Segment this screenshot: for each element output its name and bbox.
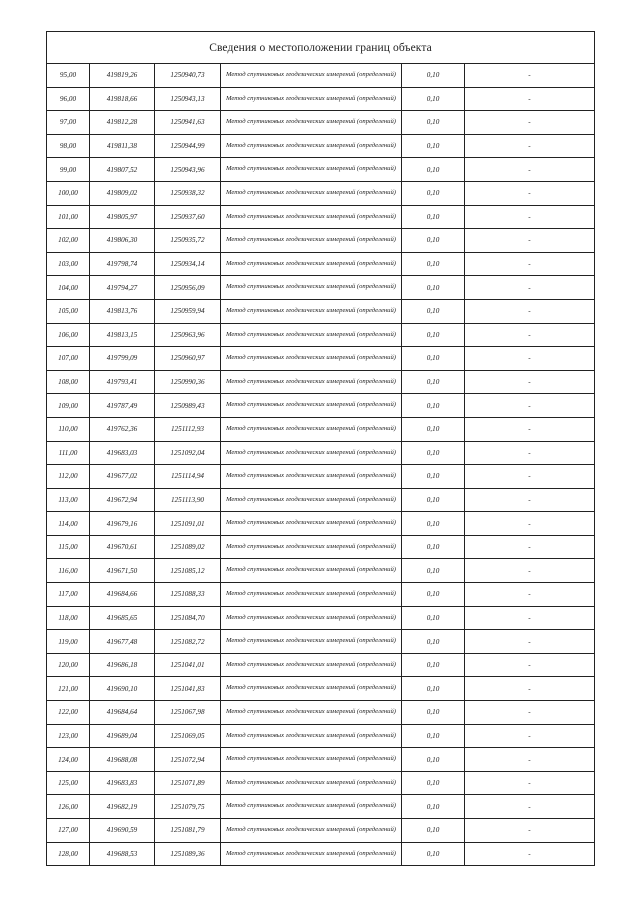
- point-number-cell: 99,00: [47, 158, 90, 182]
- point-number-cell: 114,00: [47, 512, 90, 536]
- method-cell: Метод спутниковых геодезических измерений (определений): [221, 606, 402, 630]
- point-number-cell: 112,00: [47, 465, 90, 489]
- coord-x-cell: 419811,38: [90, 134, 155, 158]
- coord-x-cell: 419806,30: [90, 229, 155, 253]
- table-row: [47, 347, 595, 371]
- method-cell: Метод спутниковых геодезических измерений (определений): [221, 842, 402, 866]
- coord-x-cell: 419688,53: [90, 842, 155, 866]
- coord-x-cell: 419677,02: [90, 465, 155, 489]
- coord-y-cell: 1250940,73: [155, 64, 221, 88]
- table-row: [47, 205, 595, 229]
- description-cell: -: [465, 842, 595, 866]
- method-cell: Метод спутниковых геодезических измерений (определений): [221, 158, 402, 182]
- table-row: [47, 559, 595, 583]
- coord-x-cell: 419677,48: [90, 630, 155, 654]
- description-cell: -: [465, 370, 595, 394]
- point-number-cell: 115,00: [47, 535, 90, 559]
- table-title-row: [47, 32, 595, 64]
- method-cell: Метод спутниковых геодезических измерений (определений): [221, 276, 402, 300]
- table-row: [47, 606, 595, 630]
- table-row: [47, 748, 595, 772]
- description-cell: -: [465, 465, 595, 489]
- accuracy-cell: 0,10: [402, 488, 465, 512]
- coord-x-cell: 419690,59: [90, 819, 155, 843]
- table-row: [47, 771, 595, 795]
- accuracy-cell: 0,10: [402, 181, 465, 205]
- table-row: [47, 842, 595, 866]
- point-number-cell: 116,00: [47, 559, 90, 583]
- coord-x-cell: 419793,41: [90, 370, 155, 394]
- method-cell: Метод спутниковых геодезических измерений (определений): [221, 134, 402, 158]
- point-number-cell: 103,00: [47, 252, 90, 276]
- table-body: [47, 64, 595, 866]
- coord-y-cell: 1250990,36: [155, 370, 221, 394]
- accuracy-cell: 0,10: [402, 229, 465, 253]
- description-cell: -: [465, 653, 595, 677]
- table-row: [47, 370, 595, 394]
- coord-y-cell: 1250935,72: [155, 229, 221, 253]
- accuracy-cell: 0,10: [402, 512, 465, 536]
- table-row: [47, 64, 595, 88]
- method-cell: Метод спутниковых геодезических измерений (определений): [221, 583, 402, 607]
- description-cell: -: [465, 583, 595, 607]
- boundary-info-sheet: [46, 31, 594, 866]
- accuracy-cell: 0,10: [402, 465, 465, 489]
- table-row: [47, 394, 595, 418]
- point-number-cell: 118,00: [47, 606, 90, 630]
- accuracy-cell: 0,10: [402, 394, 465, 418]
- coord-x-cell: 419799,09: [90, 347, 155, 371]
- coord-y-cell: 1250943,96: [155, 158, 221, 182]
- description-cell: -: [465, 748, 595, 772]
- description-cell: -: [465, 111, 595, 135]
- method-cell: Метод спутниковых геодезических измерений (определений): [221, 535, 402, 559]
- point-number-cell: 128,00: [47, 842, 90, 866]
- coord-y-cell: 1251113,90: [155, 488, 221, 512]
- point-number-cell: 108,00: [47, 370, 90, 394]
- coord-y-cell: 1251112,93: [155, 417, 221, 441]
- point-number-cell: 110,00: [47, 417, 90, 441]
- point-number-cell: 113,00: [47, 488, 90, 512]
- table-row: [47, 488, 595, 512]
- coord-x-cell: 419819,26: [90, 64, 155, 88]
- coord-x-cell: 419794,27: [90, 276, 155, 300]
- point-number-cell: 119,00: [47, 630, 90, 654]
- coord-y-cell: 1251092,04: [155, 441, 221, 465]
- method-cell: Метод спутниковых геодезических измерений (определений): [221, 299, 402, 323]
- point-number-cell: 98,00: [47, 134, 90, 158]
- table-row: [47, 653, 595, 677]
- accuracy-cell: 0,10: [402, 441, 465, 465]
- accuracy-cell: 0,10: [402, 158, 465, 182]
- method-cell: Метод спутниковых геодезических измерений (определений): [221, 771, 402, 795]
- point-number-cell: 100,00: [47, 181, 90, 205]
- description-cell: -: [465, 677, 595, 701]
- coord-x-cell: 419686,18: [90, 653, 155, 677]
- method-cell: Метод спутниковых геодезических измерений (определений): [221, 394, 402, 418]
- accuracy-cell: 0,10: [402, 276, 465, 300]
- description-cell: -: [465, 441, 595, 465]
- method-cell: Метод спутниковых геодезических измерений (определений): [221, 87, 402, 111]
- coord-x-cell: 419818,66: [90, 87, 155, 111]
- description-cell: -: [465, 771, 595, 795]
- coord-y-cell: 1251069,05: [155, 724, 221, 748]
- point-number-cell: 104,00: [47, 276, 90, 300]
- accuracy-cell: 0,10: [402, 653, 465, 677]
- accuracy-cell: 0,10: [402, 252, 465, 276]
- coord-x-cell: 419813,15: [90, 323, 155, 347]
- point-number-cell: 123,00: [47, 724, 90, 748]
- table-row: [47, 181, 595, 205]
- accuracy-cell: 0,10: [402, 417, 465, 441]
- table-row: [47, 252, 595, 276]
- accuracy-cell: 0,10: [402, 559, 465, 583]
- description-cell: -: [465, 181, 595, 205]
- coord-x-cell: 419812,28: [90, 111, 155, 135]
- method-cell: Метод спутниковых геодезических измерений (определений): [221, 347, 402, 371]
- accuracy-cell: 0,10: [402, 701, 465, 725]
- coord-y-cell: 1251041,01: [155, 653, 221, 677]
- coord-x-cell: 419787,49: [90, 394, 155, 418]
- coord-y-cell: 1250944,99: [155, 134, 221, 158]
- coord-x-cell: 419809,02: [90, 181, 155, 205]
- description-cell: -: [465, 488, 595, 512]
- coord-y-cell: 1251081,79: [155, 819, 221, 843]
- coord-y-cell: 1251071,89: [155, 771, 221, 795]
- coord-y-cell: 1250938,32: [155, 181, 221, 205]
- table-row: [47, 87, 595, 111]
- method-cell: Метод спутниковых геодезических измерений (определений): [221, 417, 402, 441]
- point-number-cell: 109,00: [47, 394, 90, 418]
- description-cell: -: [465, 347, 595, 371]
- coord-y-cell: 1251091,01: [155, 512, 221, 536]
- accuracy-cell: 0,10: [402, 323, 465, 347]
- accuracy-cell: 0,10: [402, 677, 465, 701]
- coord-y-cell: 1251088,33: [155, 583, 221, 607]
- coord-y-cell: 1250956,09: [155, 276, 221, 300]
- table-row: [47, 158, 595, 182]
- coord-y-cell: 1250941,63: [155, 111, 221, 135]
- method-cell: Метод спутниковых геодезических измерений (определений): [221, 229, 402, 253]
- point-number-cell: 117,00: [47, 583, 90, 607]
- accuracy-cell: 0,10: [402, 299, 465, 323]
- coord-x-cell: 419690,10: [90, 677, 155, 701]
- method-cell: Метод спутниковых геодезических измерений (определений): [221, 748, 402, 772]
- description-cell: -: [465, 158, 595, 182]
- accuracy-cell: 0,10: [402, 205, 465, 229]
- table-row: [47, 677, 595, 701]
- description-cell: -: [465, 205, 595, 229]
- accuracy-cell: 0,10: [402, 111, 465, 135]
- point-number-cell: 101,00: [47, 205, 90, 229]
- method-cell: Метод спутниковых геодезических измерений (определений): [221, 205, 402, 229]
- table-row: [47, 229, 595, 253]
- point-number-cell: 125,00: [47, 771, 90, 795]
- description-cell: -: [465, 252, 595, 276]
- method-cell: Метод спутниковых геодезических измерений (определений): [221, 488, 402, 512]
- coord-x-cell: 419688,08: [90, 748, 155, 772]
- coord-x-cell: 419762,36: [90, 417, 155, 441]
- description-cell: -: [465, 134, 595, 158]
- table-row: [47, 276, 595, 300]
- coord-x-cell: 419813,76: [90, 299, 155, 323]
- accuracy-cell: 0,10: [402, 134, 465, 158]
- point-number-cell: 122,00: [47, 701, 90, 725]
- point-number-cell: 126,00: [47, 795, 90, 819]
- method-cell: Метод спутниковых геодезических измерений (определений): [221, 465, 402, 489]
- description-cell: -: [465, 323, 595, 347]
- accuracy-cell: 0,10: [402, 724, 465, 748]
- accuracy-cell: 0,10: [402, 370, 465, 394]
- description-cell: -: [465, 64, 595, 88]
- description-cell: -: [465, 724, 595, 748]
- coord-x-cell: 419684,64: [90, 701, 155, 725]
- accuracy-cell: 0,10: [402, 64, 465, 88]
- coord-x-cell: 419679,16: [90, 512, 155, 536]
- coord-x-cell: 419805,97: [90, 205, 155, 229]
- coord-y-cell: 1250963,96: [155, 323, 221, 347]
- accuracy-cell: 0,10: [402, 819, 465, 843]
- description-cell: -: [465, 535, 595, 559]
- method-cell: Метод спутниковых геодезических измерений (определений): [221, 701, 402, 725]
- description-cell: -: [465, 559, 595, 583]
- method-cell: Метод спутниковых геодезических измерений (определений): [221, 323, 402, 347]
- table-row: [47, 724, 595, 748]
- description-cell: -: [465, 819, 595, 843]
- table-row: [47, 535, 595, 559]
- accuracy-cell: 0,10: [402, 842, 465, 866]
- accuracy-cell: 0,10: [402, 606, 465, 630]
- table-row: [47, 583, 595, 607]
- point-number-cell: 120,00: [47, 653, 90, 677]
- coord-x-cell: 419689,04: [90, 724, 155, 748]
- coord-y-cell: 1251079,75: [155, 795, 221, 819]
- coord-y-cell: 1251089,02: [155, 535, 221, 559]
- coord-x-cell: 419798,74: [90, 252, 155, 276]
- coord-y-cell: 1251041,83: [155, 677, 221, 701]
- coord-x-cell: 419685,65: [90, 606, 155, 630]
- coord-y-cell: 1251072,94: [155, 748, 221, 772]
- table-row: [47, 299, 595, 323]
- coord-y-cell: 1250934,14: [155, 252, 221, 276]
- point-number-cell: 105,00: [47, 299, 90, 323]
- coord-x-cell: 419683,03: [90, 441, 155, 465]
- point-number-cell: 121,00: [47, 677, 90, 701]
- coord-y-cell: 1251082,72: [155, 630, 221, 654]
- description-cell: -: [465, 394, 595, 418]
- description-cell: -: [465, 276, 595, 300]
- table-row: [47, 111, 595, 135]
- coord-y-cell: 1250959,94: [155, 299, 221, 323]
- accuracy-cell: 0,10: [402, 795, 465, 819]
- point-number-cell: 97,00: [47, 111, 90, 135]
- coord-x-cell: 419684,66: [90, 583, 155, 607]
- coord-y-cell: 1251114,94: [155, 465, 221, 489]
- description-cell: -: [465, 701, 595, 725]
- method-cell: Метод спутниковых геодезических измерений (определений): [221, 64, 402, 88]
- accuracy-cell: 0,10: [402, 87, 465, 111]
- coord-y-cell: 1250937,60: [155, 205, 221, 229]
- table-row: [47, 417, 595, 441]
- accuracy-cell: 0,10: [402, 347, 465, 371]
- coord-x-cell: 419671,50: [90, 559, 155, 583]
- coord-y-cell: 1250943,13: [155, 87, 221, 111]
- coord-x-cell: 419682,19: [90, 795, 155, 819]
- coord-y-cell: 1250989,43: [155, 394, 221, 418]
- table-row: [47, 795, 595, 819]
- point-number-cell: 127,00: [47, 819, 90, 843]
- method-cell: Метод спутниковых геодезических измерений (определений): [221, 512, 402, 536]
- coord-y-cell: 1251089,36: [155, 842, 221, 866]
- description-cell: -: [465, 299, 595, 323]
- table-row: [47, 512, 595, 536]
- description-cell: -: [465, 512, 595, 536]
- coord-x-cell: 419807,52: [90, 158, 155, 182]
- description-cell: -: [465, 795, 595, 819]
- table-row: [47, 819, 595, 843]
- point-number-cell: 102,00: [47, 229, 90, 253]
- description-cell: -: [465, 87, 595, 111]
- coord-x-cell: 419683,83: [90, 771, 155, 795]
- method-cell: Метод спутниковых геодезических измерений (определений): [221, 181, 402, 205]
- point-number-cell: 106,00: [47, 323, 90, 347]
- method-cell: Метод спутниковых геодезических измерений (определений): [221, 677, 402, 701]
- coord-y-cell: 1250960,97: [155, 347, 221, 371]
- description-cell: -: [465, 630, 595, 654]
- point-number-cell: 111,00: [47, 441, 90, 465]
- table-title: Сведения о местоположении границ объекта: [47, 32, 595, 64]
- method-cell: Метод спутниковых геодезических измерений (определений): [221, 630, 402, 654]
- accuracy-cell: 0,10: [402, 748, 465, 772]
- table-row: [47, 701, 595, 725]
- coord-x-cell: 419670,61: [90, 535, 155, 559]
- method-cell: Метод спутниковых геодезических измерений (определений): [221, 441, 402, 465]
- table-row: [47, 323, 595, 347]
- table-row: [47, 465, 595, 489]
- point-number-cell: 96,00: [47, 87, 90, 111]
- method-cell: Метод спутниковых геодезических измерений (определений): [221, 111, 402, 135]
- coord-y-cell: 1251084,70: [155, 606, 221, 630]
- description-cell: -: [465, 417, 595, 441]
- method-cell: Метод спутниковых геодезических измерений (определений): [221, 559, 402, 583]
- method-cell: Метод спутниковых геодезических измерений (определений): [221, 653, 402, 677]
- description-cell: -: [465, 229, 595, 253]
- table-row: [47, 441, 595, 465]
- point-number-cell: 124,00: [47, 748, 90, 772]
- coord-x-cell: 419672,94: [90, 488, 155, 512]
- table-row: [47, 134, 595, 158]
- accuracy-cell: 0,10: [402, 583, 465, 607]
- method-cell: Метод спутниковых геодезических измерений (определений): [221, 370, 402, 394]
- coord-y-cell: 1251067,98: [155, 701, 221, 725]
- coord-y-cell: 1251085,12: [155, 559, 221, 583]
- description-cell: -: [465, 606, 595, 630]
- point-number-cell: 95,00: [47, 64, 90, 88]
- accuracy-cell: 0,10: [402, 535, 465, 559]
- boundary-points-table: [46, 31, 595, 866]
- method-cell: Метод спутниковых геодезических измерений (определений): [221, 252, 402, 276]
- method-cell: Метод спутниковых геодезических измерений (определений): [221, 795, 402, 819]
- method-cell: Метод спутниковых геодезических измерений (определений): [221, 724, 402, 748]
- point-number-cell: 107,00: [47, 347, 90, 371]
- accuracy-cell: 0,10: [402, 771, 465, 795]
- method-cell: Метод спутниковых геодезических измерений (определений): [221, 819, 402, 843]
- accuracy-cell: 0,10: [402, 630, 465, 654]
- table-row: [47, 630, 595, 654]
